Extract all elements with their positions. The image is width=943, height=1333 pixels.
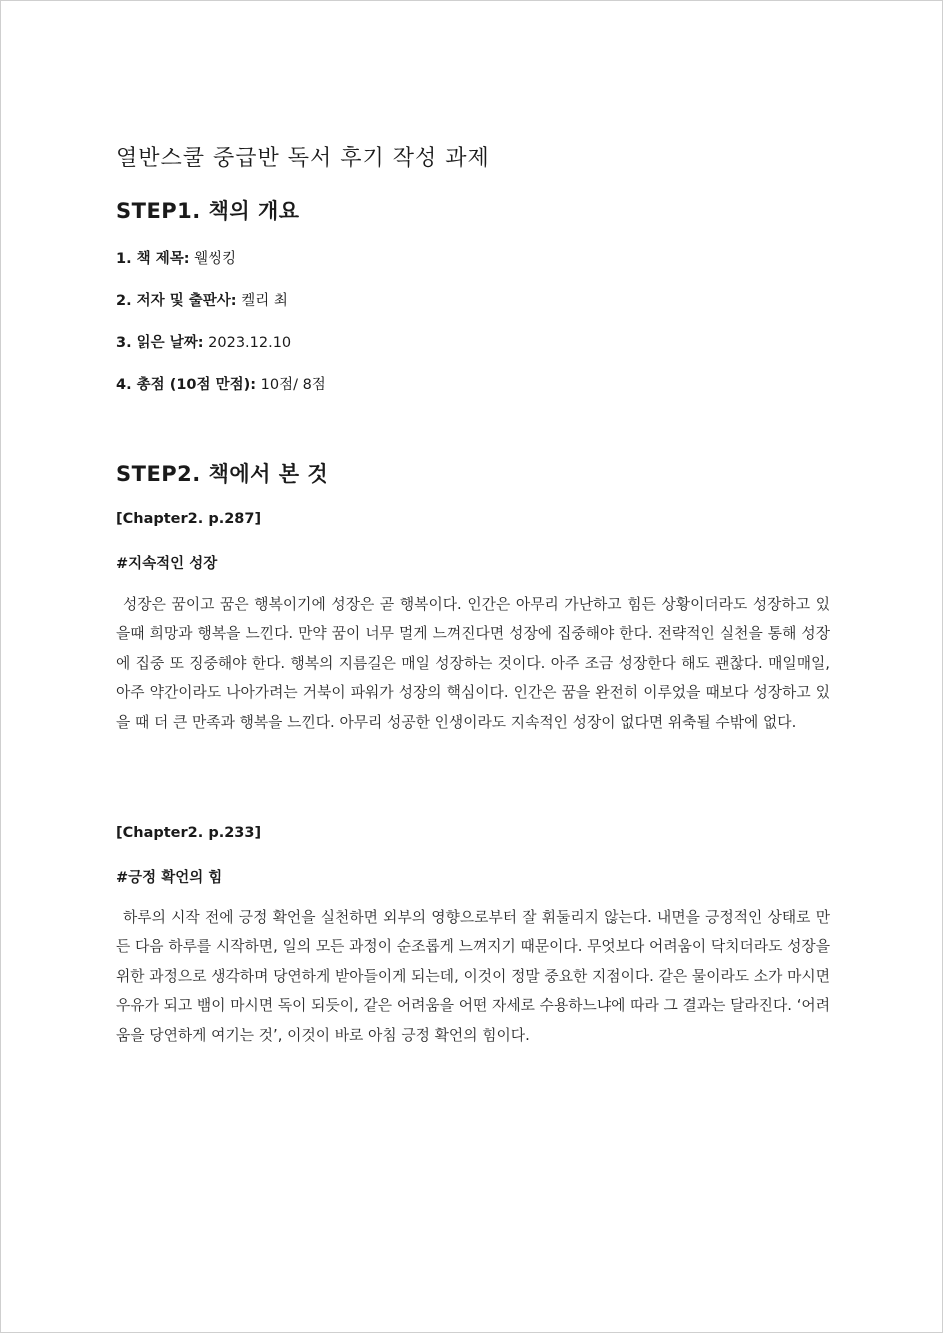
step1-heading: STEP1. 책의 개요 (116, 199, 300, 223)
author-publisher-line (116, 289, 288, 310)
score-value: 10점/ 8점 (260, 377, 326, 393)
section-paragraph: 성장은 꿈이고 꿈은 행복이기에 성장은 곧 행복이다. 인간은 아무리 가난하고 힘든 상황이더라도 성장하고 있을때 희망과 행복을 느낀다. 만약 꿈이 너무 멀게 느껴진다면 성장에 집중해야 한다. 전략적인 실천을 통해 성장에 집중 또 징중해야 한다. 행복의 지름길은 매일 성장하는 것이다. 아주 조금 성장한다 해도 괜찮다. 매일매일, 아주 약간이라도 나아가려는 거북이 파워가 성장의 핵심이다. 인간은 꿈을 완전히 이루었을 때보다 성장하고 있을 때 더 큰 만족과 행복을 느낀다. 아무리 성공한 인생이라도 지속적인 성장이 없다면 위축될 수밖에 없다. (116, 596, 830, 731)
book-title-label: 1. 책 제목: (116, 251, 190, 267)
document-title: 열반스쿨 중급반 독서 후기 작성 과제 (116, 146, 490, 171)
score-line (116, 373, 326, 394)
book-title-value: 웰씽킹 (194, 251, 237, 267)
section-hashtag: #긍정 확언의 힘 (116, 870, 223, 886)
read-date-line (116, 331, 291, 352)
author-publisher-value: 켈리 최 (241, 293, 288, 309)
read-date-value: 2023.12.10 (208, 335, 292, 351)
author-publisher-label: 2. 저자 및 출판사: (116, 293, 237, 309)
section-hashtag: #지속적인 성장 (116, 556, 218, 572)
book-title-line (116, 247, 236, 268)
step2-heading: STEP2. 책에서 본 것 (116, 462, 329, 486)
score-label: 4. 총점 (10점 만점): (116, 377, 257, 393)
section-paragraph: 하루의 시작 전에 긍정 확언을 실천하면 외부의 영향으로부터 잘 휘둘리지 않는다. 내면을 긍정적인 상태로 만든 다음 하루를 시작하면, 일의 모든 과정이 순조롭게 느껴지기 때문이다. 무엇보다 어려움이 닥치더라도 성장을 위한 과정으로 생각하며 당연하게 받아들이게 되는데, 이것이 정말 중요한 지점이다. 같은 물이라도 소가 마시면 우유가 되고 뱀이 마시면 독이 되듯이, 같은 어려움을 어떤 자세로 수용하느냐에 따라 그 결과는 달라진다. ‘어려움을 당연하게 여기는 것’, 이것이 바로 아침 긍정 확언의 힘이다. (116, 909, 830, 1044)
chapter-reference: [Chapter2. p.287] (116, 511, 262, 527)
read-date-label: 3. 읽은 날짜: (116, 335, 204, 351)
chapter-reference: [Chapter2. p.233] (116, 825, 262, 841)
